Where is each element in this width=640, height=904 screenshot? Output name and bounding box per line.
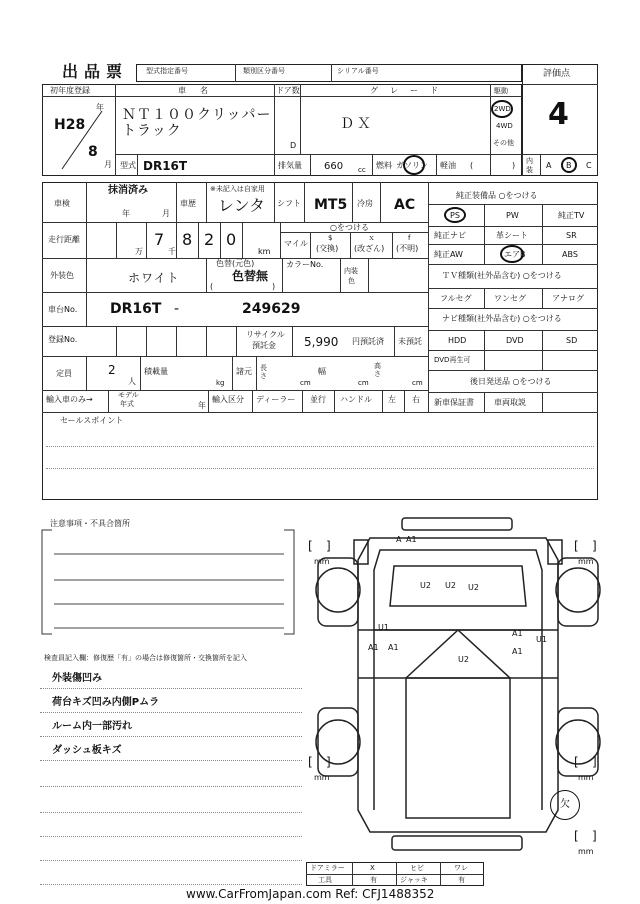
mark-left-a1-outer: A1 [368,643,379,652]
remark-4: ダッシュ板キズ [52,745,122,756]
equip-airbag: エアB [504,250,526,259]
mark-left-a1-inner: A1 [388,643,399,652]
equip-navi: 純正ナビ [434,231,466,240]
color-no-label: カラーNo. [286,260,324,269]
tire-fl-bracket-close: ] [326,539,331,553]
grade-label: グレード [370,86,450,95]
chassis-number: 249629 [242,301,301,317]
height-unit: cm [412,379,423,387]
repaint-paren-open: ( [210,282,214,291]
car-name-line2: トラック [122,123,182,139]
fuel-gasoline: ガソリン [396,161,428,170]
displacement-unit: cc [358,166,366,174]
serial-label: シリアル番号 [337,67,379,75]
tv-one: ワンセグ [494,294,526,303]
legend-break: ワレ [454,864,468,872]
recycle-label2: 預託金 [252,341,276,350]
model-year-label1: モデル [118,391,139,399]
width-unit: cm [358,379,369,387]
inspection-year: 年 [122,209,130,218]
import-category-label: 輸入区分 [212,395,244,404]
handle-right: 右 [412,395,420,404]
mileage-digit3: 2 [204,230,215,249]
load-label: 積載量 [144,367,168,376]
repaint-paren-close: ) [272,282,276,291]
mark-right-a1-upper: A1 [512,629,523,638]
mark-right-a1-lower: A1 [512,647,523,656]
dealer-label: ディーラー [256,395,296,404]
model-year-label2: 年式 [120,400,134,408]
car-name-line1: ＮＴ１００クリッパー [122,107,272,123]
shift-value: MT5 [314,197,348,213]
mileage-km: km [258,247,271,256]
reg-no-label: 登録No. [48,335,78,344]
doors-suffix: D [290,141,297,150]
equip-ps-circle [444,207,466,223]
car-name-label: 車名 [178,86,222,95]
mark-front-a: A [396,535,402,544]
first-reg-year: H28 [54,117,86,133]
inspector-label: 検査員記入欄：修復歴「有」の場合は修復箇所・交換箇所を記入 [44,654,247,662]
capacity-label: 定員 [56,369,72,378]
meter-unknown: (不明) [396,244,419,253]
equip-pw: PW [506,211,519,220]
chassis-dash: - [174,301,180,317]
remark-2: 荷台キズ凹み内側Pムラ [52,697,160,708]
type-designation-label: 型式指定番号 [146,67,188,75]
page-title: 出品票 [62,62,129,81]
tv-analog: アナログ [552,294,584,303]
mileage-digit1: 7 [154,230,165,249]
equip-aw: 純正AW [434,250,463,259]
capacity-value: 2 [108,363,116,377]
equip-leather: 革シート [496,231,528,240]
mark-right-u1: U1 [536,635,547,644]
recycle-unpaid: 未預託 [398,337,422,346]
history-label: 車歴 [180,199,196,208]
caution-label: 注意事項・不具合箇所 [50,519,130,528]
meter-unknown-sym: f [408,234,411,242]
interior-color-label2: 色 [348,277,355,285]
first-reg-label: 初年度登録 [50,86,90,95]
rating-value: 4 [548,97,569,132]
caution-box [40,526,306,638]
interior-a: A [546,161,552,170]
mileage-label: 走行距離 [48,235,80,244]
repaint-label: 色替(元色) [216,259,255,268]
equip-abs: ABS [562,250,578,259]
spare-mm: mm [578,847,594,856]
meter-tamper-sym: ｘ [368,234,375,242]
interior-c: C [586,161,592,170]
mile-label: マイル [284,239,308,248]
remark-3: ルーム内一部汚れ [52,721,132,732]
fuel-gasoline-circle [403,155,425,175]
interior-color-label1: 内装 [344,267,358,275]
dims-label: 諸元 [236,367,252,376]
grade-value: ＤＸ [340,116,374,132]
category-label: 類別区分番号 [243,67,285,75]
interior-b: B [566,161,572,170]
doors-label: ドア数 [276,86,300,95]
meter-circle-note: ○をつける [330,223,369,232]
interior-label: 内装 [526,157,533,174]
header-ids-box [136,64,522,82]
tv-header: ＴＶ種類(社外品含む) ○をつける [442,271,562,280]
equip-sr: SR [566,231,577,240]
handle-label: ハンドル [340,395,372,404]
navi-hdd: HDD [448,336,467,345]
tire-rl-bracket-close: ] [326,755,331,769]
footer-watermark: www.CarFromJapan.com Ref: CFJ1488352 [186,887,435,901]
drive-2wd-circle [491,100,513,118]
aftermarket-header: 後日発送品 ○をつける [470,377,552,386]
meter-exchange-sym: $ [328,234,333,242]
tv-full: フルセグ [440,294,472,303]
parallel-label: 並行 [310,395,326,404]
legend-tools: 工具 [318,876,332,884]
model-label: 型式 [120,161,136,170]
legend-tools-yes: 有 [370,876,377,884]
legend-jack-yes: 有 [458,876,465,884]
inspection-label: 車検 [54,199,70,208]
tire-fl-bracket-open: [ [308,539,313,553]
mileage-digit4: 0 [226,230,237,249]
inspection-value: 抹消済み [108,185,148,196]
navi-dvd: DVD [506,336,524,345]
tire-rr-mm: mm [578,773,594,782]
shift-label: シフト [277,199,301,208]
legend-mirror-x: X [370,864,375,872]
drive-other: その他 [493,139,514,147]
aftermarket-warranty: 新車保証書 [434,398,474,407]
displacement-label: 排気量 [278,161,302,170]
tire-rl-mm: mm [314,773,330,782]
drive-label: 駆動 [494,87,508,95]
length-label: 長さ [260,364,267,380]
history-value: レンタ [218,196,265,215]
tire-rr-bracket-open: [ [574,755,579,769]
import-label: 輸入車のみ→ [46,395,93,404]
width-label: 幅 [318,367,326,376]
mark-left-door-u1: U1 [378,623,389,632]
navi-sd: SD [566,336,578,345]
load-unit: kg [216,379,225,387]
recycle-value: 5,990 [304,335,339,349]
repaint-value: 色替無 [232,269,269,283]
first-reg-month: 8 [88,144,98,160]
month-suffix: 月 [104,160,112,169]
mark-cab-u2-right: U2 [468,583,479,592]
recycle-label1: リサイクル [246,330,285,339]
model-value: DR16T [143,159,188,173]
legend-jack: ジャッキ [400,876,428,884]
rating-label: 評価点 [543,69,571,79]
spare-bracket-open: [ [574,829,579,843]
equip-airbag-circle [500,245,524,263]
recycle-paid: 円預託済 [352,337,384,346]
history-note: ※未記入は自家用 [210,185,265,193]
mark-bed-u2: U2 [458,655,469,664]
tire-rl-bracket-open: [ [308,755,313,769]
mileage-digit2: 8 [182,230,193,249]
drive-2wd: 2WD [494,105,511,113]
mileage-man: 万 [135,247,143,256]
equip-ps: PS [450,211,460,220]
legend-mirror: ドアミラー [310,864,345,872]
tire-fr-mm: mm [578,557,594,566]
genuine-header: 純正装備品 ○をつける [456,191,538,200]
displacement-value: 660 [324,161,344,172]
equip-tv: 純正TV [558,211,585,220]
legend-crack: ヒビ [410,864,424,872]
color-label: 外装色 [50,271,74,280]
tire-fr-bracket-close: ] [592,539,597,553]
capacity-unit: 人 [128,377,136,386]
remark-1: 外装傷凹み [52,673,102,684]
tire-rr-bracket-close: ] [592,755,597,769]
mark-cab-u2-center: U2 [445,581,456,590]
tire-fr-bracket-open: [ [574,539,579,553]
height-label: 高さ [374,362,381,378]
mileage-sen: 千 [168,247,176,256]
fuel-paren-close: ) [512,161,516,170]
dvd-play-label: DVD再生可 [434,356,471,364]
fuel-label: 燃料 [376,161,392,170]
tire-fl-mm: mm [314,557,330,566]
mark-front-a1: A1 [406,535,417,544]
fuel-paren-open: ( [470,161,474,170]
color-value: ホワイト [128,271,180,285]
meter-exchange: (交換) [316,244,339,253]
mark-cab-u2-left: U2 [420,581,431,590]
handle-left: 左 [388,395,396,404]
chassis-label: 車台No. [48,305,78,314]
drive-4wd: 4WD [496,122,513,130]
length-unit: cm [300,379,311,387]
aftermarket-manual: 車両取説 [494,398,526,407]
fuel-diesel: 軽油 [440,161,456,170]
meter-tamper: (改ざん) [354,244,385,253]
spare-bracket-close: ] [592,829,597,843]
chassis-prefix: DR16T [110,301,162,317]
year-suffix: 年 [96,103,104,112]
navi-header: ナビ種類(社外品含む) ○をつける [442,314,562,323]
model-year-suffix: 年 [198,401,206,410]
ac-value: AC [394,197,416,213]
missing-label: 欠 [560,799,570,810]
sales-point-label: セールスポイント [60,416,124,425]
interior-b-circle [561,157,577,173]
ac-label: 冷房 [357,199,373,208]
inspection-month: 月 [162,209,170,218]
